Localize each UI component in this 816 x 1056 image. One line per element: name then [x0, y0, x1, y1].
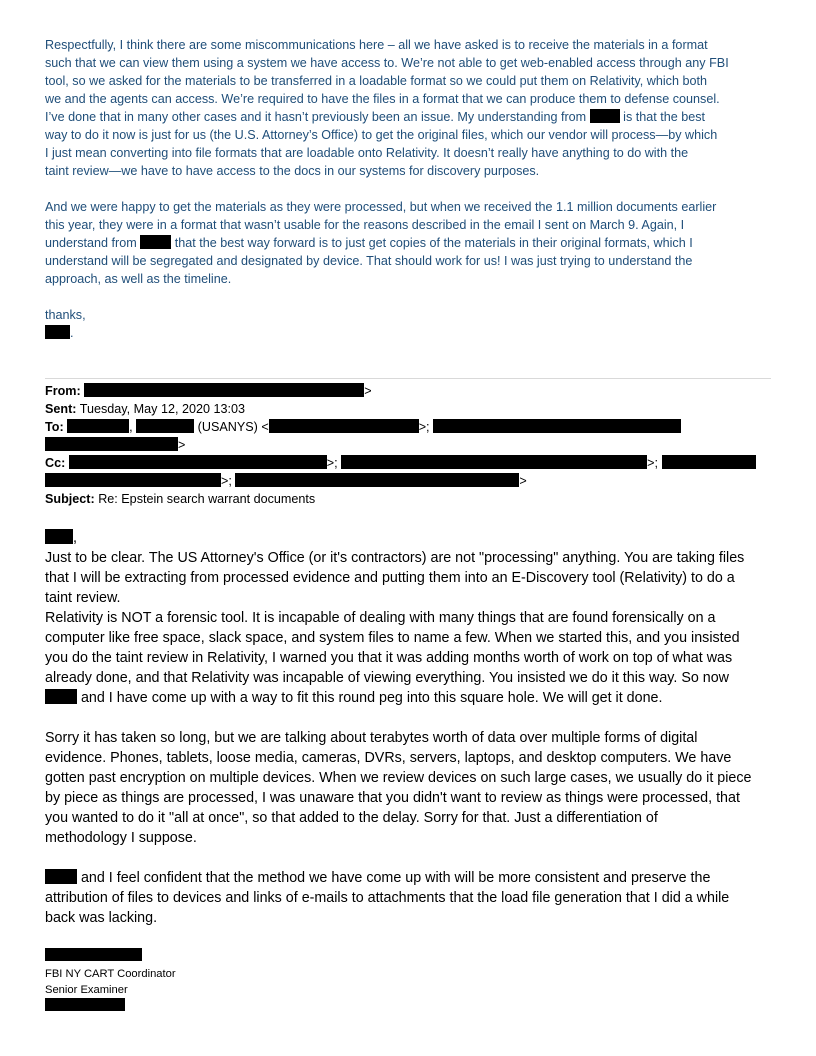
- header-from: From: >: [45, 384, 372, 398]
- body-line: Relativity is NOT a forensic tool. It is incapable of dealing with many things that are found forensically on a: [45, 610, 716, 626]
- redaction-block: [590, 109, 620, 123]
- body-line: methodology I suppose.: [45, 830, 197, 846]
- redaction-block: [341, 455, 647, 469]
- redaction-block: [45, 869, 77, 884]
- body-line: Just to be clear. The US Attorney's Office (or it's contractors) are not "processing" anything. You are taking files: [45, 550, 745, 566]
- quoted-text: I’ve done that in many other cases and it hasn’t previously been an issue. My understanding from: [45, 110, 587, 124]
- quoted-text: is that the best: [623, 110, 706, 124]
- body-line: Sorry it has taken so long, but we are talking about terabytes worth of data over multiple forms of digital: [45, 730, 698, 746]
- redaction-block: [45, 998, 125, 1011]
- salutation: ,: [45, 528, 773, 548]
- sent-value: Tuesday, May 12, 2020 13:03: [79, 402, 245, 416]
- cc-label: Cc:: [45, 456, 66, 470]
- quoted-text: understand from: [45, 236, 137, 250]
- subject-value: Re: Epstein search warrant documents: [98, 492, 316, 506]
- quoted-line: tool, so we asked for the materials to be transferred in a loadable format so we could put them on Relativity, which both: [45, 74, 707, 88]
- header-cc-cont: >; >: [45, 472, 773, 490]
- redaction-block: [136, 419, 194, 433]
- redaction-block: [45, 948, 142, 961]
- body-line: evidence. Phones, tablets, loose media, cameras, DVRs, servers, laptops, and desktop computers. We have: [45, 750, 732, 766]
- redaction-block: [45, 437, 178, 451]
- email-header: [45, 382, 773, 508]
- body-line: that I will be extracting from processed evidence and putting them into an E-Discovery tool (Relativity) to do a: [45, 570, 735, 586]
- email-body: [45, 528, 773, 928]
- quoted-text: that the best way forward is to just get copies of the materials in their original formats, which I: [174, 236, 693, 250]
- body-line: attribution of files to devices and links of e-mails to attachments that the load file generation that I did a while: [45, 890, 730, 906]
- body-line: computer like free space, slack space, and system files to name a few. When we started this, and you insisted: [45, 630, 740, 646]
- quoted-signature: .: [45, 324, 773, 342]
- quoted-line: we and the agents can access. We’re required to have the files in a format that we can produce them to defense counsel.: [45, 92, 720, 106]
- quoted-closing: thanks,: [45, 308, 86, 322]
- header-sent: [45, 400, 773, 418]
- header-to: To: , (USANYS) < >;: [45, 418, 773, 436]
- quoted-line: taint review—we have to have access to the docs in our systems for discovery purposes.: [45, 164, 540, 178]
- quoted-line: Respectfully, I think there are some miscommunications here – all we have asked is to receive the materials in a format: [45, 38, 708, 52]
- redaction-block: [433, 419, 681, 433]
- email-divider: [45, 378, 771, 379]
- quoted-line: such that we can view them using a system we have access to. We’re not able to get web-enabled access through any FBI: [45, 56, 729, 70]
- header-subject: [45, 490, 773, 508]
- quoted-line: this year, they were in a format that wasn’t usable for the reasons described in the email I sent on March 9. Again, I: [45, 218, 685, 232]
- redaction-block: [140, 235, 171, 249]
- quoted-line: way to do it now is just for us (the U.S. Attorney’s Office) to get the original files, which our vendor will process—by which: [45, 128, 718, 142]
- to-label: To:: [45, 420, 64, 434]
- body-line: and I have come up with a way to fit this round peg into this square hole. We will get it done.: [45, 688, 773, 708]
- redaction-block: [45, 325, 70, 339]
- redaction-block: [45, 529, 73, 544]
- quoted-email: [45, 36, 773, 342]
- redaction-block: [69, 455, 327, 469]
- header-to-cont: >: [45, 436, 773, 454]
- signature-block: [45, 948, 176, 1016]
- redaction-block: [662, 455, 756, 469]
- redaction-block: [67, 419, 129, 433]
- body-line: gotten past encryption on multiple devices. When we review devices on such large cases, we usually do it piece: [45, 770, 752, 786]
- body-line: you do the taint review in Relativity, I warned you that it was adding months worth of work on top of what was: [45, 650, 733, 666]
- quoted-line: [45, 234, 773, 252]
- redaction-block: [45, 473, 221, 487]
- quoted-line: And we were happy to get the materials as they were processed, but when we received the 1.1 million documents earlier: [45, 200, 717, 214]
- subject-label: Subject:: [45, 492, 95, 506]
- redaction-block: [84, 383, 364, 397]
- from-label: From:: [45, 384, 81, 398]
- redaction-block: [45, 689, 77, 704]
- quoted-line: I just mean converting into file formats that are loadable onto Relativity. It doesn’t really have anything to do with the: [45, 146, 689, 160]
- quoted-line: understand will be segregated and designated by device. That should work for us! I was just trying to understand the: [45, 254, 693, 268]
- redaction-block: [235, 473, 519, 487]
- signature-title: FBI NY CART Coordinator: [45, 968, 176, 980]
- quoted-line: approach, as well as the timeline.: [45, 272, 232, 286]
- header-cc: Cc: >; >;: [45, 454, 773, 472]
- redaction-block: [269, 419, 419, 433]
- sent-label: Sent:: [45, 402, 77, 416]
- quoted-line: [45, 108, 773, 126]
- body-line: already done, and that Relativity was incapable of viewing everything. You insisted we do it this way. So now: [45, 670, 730, 686]
- body-line: taint review.: [45, 590, 121, 606]
- body-line: by piece as things are processed, I was unaware that you didn't want to review as things were processed, that: [45, 790, 740, 806]
- body-line: and I feel confident that the method we have come up with will be more consistent and preserve the: [45, 868, 773, 888]
- body-line: back was lacking.: [45, 910, 158, 926]
- body-line: you wanted to do it "all at once", so that added to the delay. Sorry for that. Just a differentiation of: [45, 810, 658, 826]
- signature-role: Senior Examiner: [45, 984, 128, 996]
